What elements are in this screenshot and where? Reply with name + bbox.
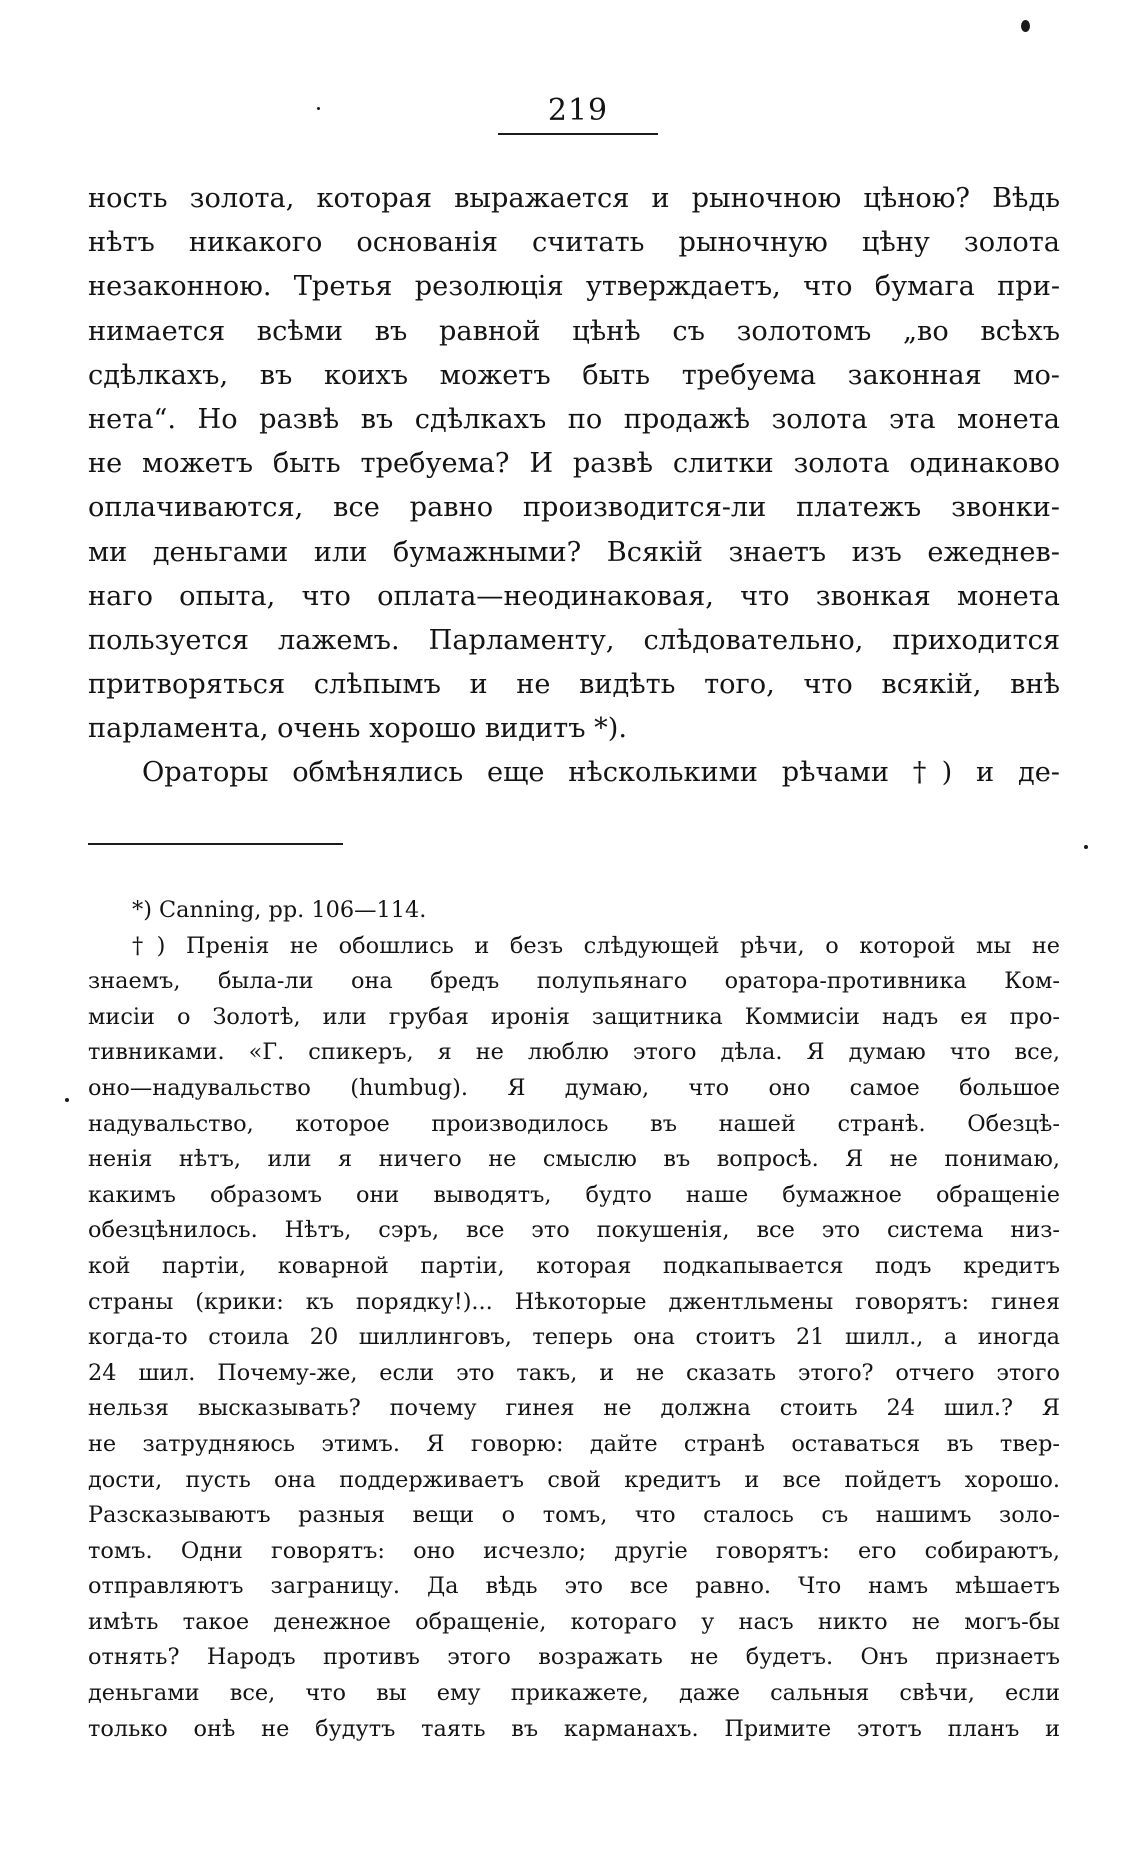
footnote-line: обезцѣнилось. Нѣтъ, сэръ, все это покушенія, все это система низ- (88, 1217, 1060, 1244)
footnote-line: Разсказываютъ разныя вещи о томъ, что сталось съ нашимъ золо- (88, 1502, 1060, 1529)
main-text-line: нѣтъ никакого основанія считать рыночную цѣну золота (88, 227, 1060, 259)
footnote-line: тивниками. «Г. спикеръ, я не люблю этого дѣла. Я думаю что все, (88, 1039, 1060, 1066)
main-text-line: наго опыта, что оплата—неодинаковая, что звонкая монета (88, 580, 1060, 612)
footnote-line: деньгами все, что вы ему прикажете, даже сальныя свѣчи, если (88, 1680, 1060, 1707)
footnote-line: 24 шил. Почему-же, если это такъ, и не сказать этого? отчего этого (88, 1359, 1060, 1386)
footnote-line: кой партіи, коварной партіи, которая подкапывается подъ кредитъ (88, 1252, 1060, 1279)
main-text-line: притворяться слѣпымъ и не видѣть того, что всякій, внѣ (88, 669, 1060, 701)
page-number: 219 (547, 93, 609, 128)
main-text-line: оплачиваются, все равно производится-ли платежъ звонки- (88, 492, 1060, 524)
main-text-line: ность золота, которая выражается и рыночною цѣною? Вѣдь (88, 183, 1060, 214)
footnote-line: когда-то стоила 20 шиллинговъ, теперь она стоитъ 21 шилл., а иногда (88, 1324, 1060, 1351)
page-number-rule (498, 133, 658, 135)
main-text-line: незаконною. Третья резолюція утверждаетъ, что бумага при- (88, 271, 1060, 303)
ink-speck (317, 107, 320, 110)
footnote-line: имѣть такое денежное обращеніе, котораго у насъ никто не могъ-бы (88, 1608, 1060, 1635)
main-text (88, 177, 1060, 796)
main-text-line: нета“. Но развѣ въ сдѣлкахъ по продажѣ золота эта монета (88, 403, 1060, 435)
main-text-line: парламента, очень хорошо видитъ *). (88, 713, 627, 745)
footnote-line: ненія нѣтъ, или я ничего не смыслю въ вопросѣ. Я не понимаю, (88, 1146, 1060, 1173)
footnote-line: только онѣ не будутъ таять въ карманахъ. Примите этотъ планъ и (88, 1715, 1060, 1742)
footnote-line: *) Canning, pp. 106—114. (132, 897, 427, 923)
footnote-line: томъ. Одни говорятъ: оно исчезло; другіе говорятъ: его собираютъ, (88, 1537, 1060, 1564)
main-text-line: Ораторы обмѣнялись еще нѣсколькими рѣчами †) и де- (142, 757, 1060, 789)
main-text-line: нимается всѣми въ равной цѣнѣ съ золотомъ „во всѣхъ (88, 315, 1060, 347)
ink-speck (1021, 20, 1030, 32)
footnote-line: †) Пренія не обошлись и безъ слѣдующей рѣчи, о которой мы не (132, 932, 1060, 959)
ink-speck (65, 1098, 69, 1102)
main-text-line: не можетъ быть требуема? И развѣ слитки золота одинаково (88, 448, 1060, 480)
footnote-line: какимъ образомъ они выводятъ, будто наше бумажное обращеніе (88, 1181, 1060, 1208)
footnote-line: дости, пусть она поддерживаетъ свой кредитъ и все пойдетъ хорошо. (88, 1466, 1060, 1493)
footnote-line: знаемъ, была-ли она бредъ полупьянаго оратора-противника Ком- (88, 968, 1060, 995)
ink-speck (1084, 845, 1088, 849)
main-text-line: сдѣлкахъ, въ коихъ можетъ быть требуема законная мо- (88, 359, 1060, 391)
main-text-line: ми деньгами или бумажными? Всякій знаетъ изъ ежеднев- (88, 536, 1060, 568)
footnotes (88, 893, 1060, 1747)
main-text-line: пользуется лажемъ. Парламенту, слѣдовательно, приходится (88, 624, 1060, 656)
footnote-line: страны (крики: къ порядку!)... Нѣкоторые джентльмены говорятъ: гинея (88, 1288, 1060, 1315)
footnote-line: надувальство, которое производилось въ нашей странѣ. Обезцѣ- (88, 1110, 1060, 1137)
footnote-line: оно—надувальство (humbug). Я думаю, что оно самое большое (88, 1074, 1060, 1101)
footnote-line: отнять? Народъ противъ этого возражать не будетъ. Онъ признаетъ (88, 1644, 1060, 1671)
footnote-separator (88, 843, 343, 845)
footnote-line: нельзя высказывать? почему гинея не должна стоить 24 шил.? Я (88, 1395, 1060, 1422)
footnote-line: мисіи о Золотѣ, или грубая иронія защитника Коммисіи надъ ея про- (88, 1003, 1060, 1030)
footnote-line: не затрудняюсь этимъ. Я говорю: дайте странѣ оставаться въ твер- (88, 1430, 1060, 1457)
footnote-line: отправляютъ заграницу. Да вѣдь это все равно. Что намъ мѣшаетъ (88, 1573, 1060, 1600)
